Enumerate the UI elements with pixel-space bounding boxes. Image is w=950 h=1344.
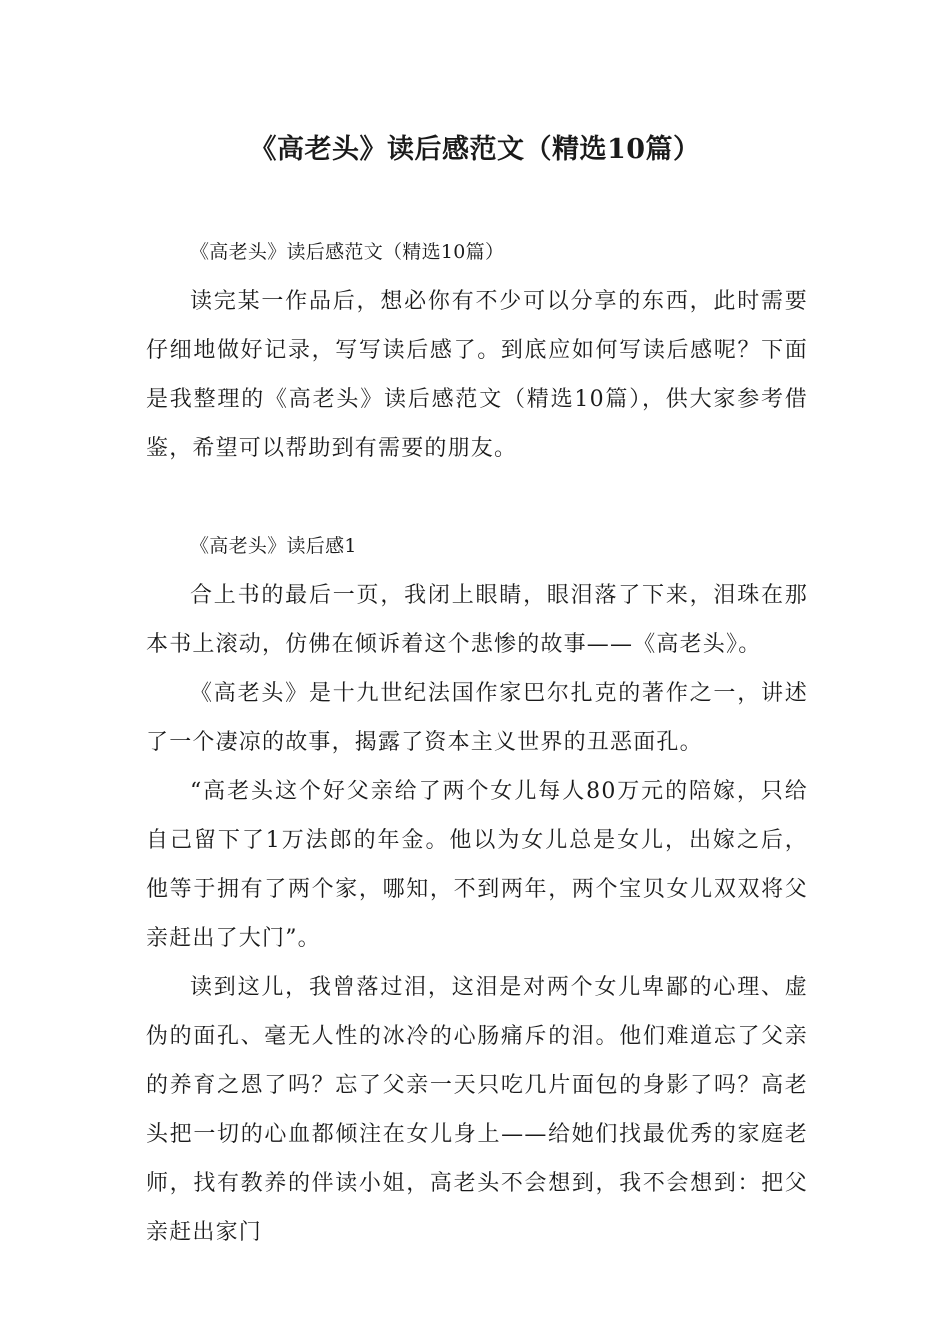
- section-heading: 《高老头》读后感1: [190, 535, 357, 557]
- section-gap: [146, 473, 808, 522]
- body-paragraph: 合上书的最后一页，我闭上眼睛，眼泪落了下来，泪珠在那本书上滚动，仿佛在倾诉着这个悲惨的故事——《高老头》。: [146, 583, 808, 657]
- quote-paragraph: “高老头这个好父亲给了两个女儿每人80万元的陪嫁，只给自己留下了1万法郎的年金。他以为女儿总是女儿，出嫁之后，他等于拥有了两个家，哪知，不到两年，两个宝贝女儿双双将父亲赶出了大门”。: [146, 779, 808, 951]
- body-paragraph: 读到这儿，我曾落过泪，这泪是对两个女儿卑鄙的心理、虚伪的面孔、毫无人性的冰冷的心肠痛斥的泪。他们难道忘了父亲的养育之恩了吗？忘了父亲一天只吃几片面包的身影了吗？高老头把一切的心血都倾注在女儿身上——给她们找最优秀的家庭老师，找有教养的伴读小姐，高老头不会想到，我不会想到：把父亲赶出家门: [146, 975, 808, 1245]
- body-paragraph: 《高老头》是十九世纪法国作家巴尔扎克的著作之一，讲述了一个凄凉的故事，揭露了资本主义世界的丑恶面孔。: [146, 681, 808, 755]
- document-title: 《高老头》读后感范文（精选10篇）: [249, 134, 701, 165]
- document-body: [146, 228, 808, 1257]
- intro-paragraph: 读完某一作品后，想必你有不少可以分享的东西，此时需要仔细地做好记录，写写读后感了。到底应如何写读后感呢？下面是我整理的《高老头》读后感范文（精选10篇），供大家参考借鉴，希望可以帮助到有需要的朋友。: [146, 289, 808, 461]
- subtitle-paragraph: 《高老头》读后感范文（精选10篇）: [190, 241, 505, 263]
